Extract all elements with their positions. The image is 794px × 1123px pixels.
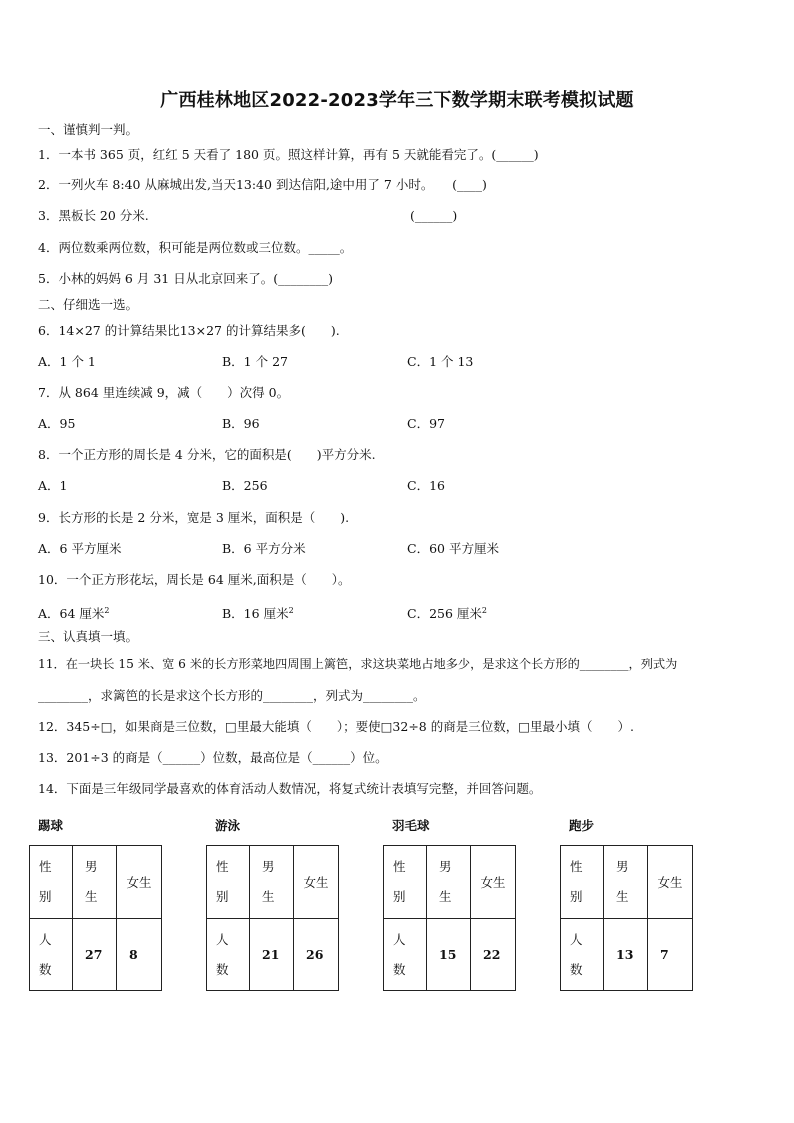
q6-option-b: B．1 个 27 [222,354,288,369]
q10-option-c: C．256 厘米$^2$ [407,606,487,621]
section-judge-heading: 一、谨慎判一判。 [38,122,139,137]
row-label-count: 人 数 [30,919,73,991]
header-boys: 男 生 [73,846,117,919]
question-9: 9．长方形的长是 2 分米，宽是 3 厘米，面积是（ ). [38,510,350,525]
q10-option-a: A．64 厘米$^2$ [38,606,110,621]
header-boys: 男 生 [427,846,471,919]
row-label-count: 人 数 [561,919,604,991]
question-7: 7．从 864 里连续减 9，减（ ）次得 0。 [38,385,290,400]
row-label-count: 人 数 [384,919,427,991]
table-caption-swimming: 游泳 [215,818,241,833]
q6-option-a: A．1 个 1 [38,354,96,369]
header-gender: 性 别 [30,846,73,919]
q7-option-c: C．97 [407,416,445,431]
table-caption-badminton: 羽毛球 [392,818,430,833]
question-4: 4．两位数乘两位数，积可能是两位数或三位数。_____。 [38,240,353,255]
question-8: 8．一个正方形的周长是 4 分米，它的面积是( )平方分米. [38,447,376,462]
cell-girls-count: 22 [471,919,516,991]
q7-option-a: A．95 [38,416,76,431]
header-gender: 性 别 [384,846,427,919]
header-gender: 性 别 [561,846,604,919]
table-caption-football: 踢球 [38,818,64,833]
question-14: 14．下面是三年级同学最喜欢的体育活动人数情况，将复式统计表填写完整，并回答问题。 [38,781,542,796]
header-boys: 男 生 [250,846,294,919]
question-6: 6．14×27 的计算结果比13×27 的计算结果多( ). [38,323,340,338]
q8-option-c: C．16 [407,478,445,493]
q7-option-b: B．96 [222,416,260,431]
header-girls: 女生 [294,846,339,919]
header-girls: 女生 [471,846,516,919]
stats-table-swimming [206,845,339,991]
question-3-blank: (______) [410,208,458,223]
question-11-line-2: ________，求篱笆的长是求这个长方形的________，列式为________。 [38,688,426,703]
question-2: 2．一列火车 8:40 从麻城出发,当天13:40 到达信阳,途中用了 7 小时。 (____) [38,177,487,192]
cell-boys-count: 15 [427,919,471,991]
stats-table-badminton [383,845,516,991]
question-12: 12．345÷□，如果商是三位数，□里最大能填（ ）；要使□32÷8 的商是三位数，□里最小填（ ）. [38,719,635,734]
stats-table-running [560,845,693,991]
stats-table-football [29,845,162,991]
question-3: 3．黑板长 20 分米. [38,208,149,223]
row-label-count: 人 数 [207,919,250,991]
header-boys: 男 生 [604,846,648,919]
page-title: 广西桂林地区2022-2023学年三下数学期末联考模拟试题 [160,90,634,111]
question-1: 1．一本书 365 页，红红 5 天看了 180 页。照这样计算，再有 5 天就能看完了。(______) [38,147,539,162]
section-fill-heading: 三、认真填一填。 [38,629,139,644]
cell-boys-count: 13 [604,919,648,991]
cell-girls-count: 8 [117,919,162,991]
header-girls: 女生 [117,846,162,919]
question-13: 13．201÷3 的商是（______）位数，最高位是（______）位。 [38,750,388,765]
q9-option-c: C．60 平方厘米 [407,541,499,556]
question-11-line-1: 11．在一块长 15 米、宽 6 米的长方形菜地四周围上篱笆，求这块菜地占地多少，是求这个长方形的________，列式为 [38,657,678,671]
question-10: 10．一个正方形花坛，周长是 64 厘米,面积是（ ）。 [38,572,351,587]
header-gender: 性 别 [207,846,250,919]
section-choice-heading: 二、仔细选一选。 [38,297,139,312]
q9-option-a: A．6 平方厘米 [38,541,122,556]
q9-option-b: B．6 平方分米 [222,541,306,556]
cell-girls-count: 26 [294,919,339,991]
cell-boys-count: 21 [250,919,294,991]
table-caption-running: 跑步 [569,818,595,833]
q10-option-b: B．16 厘米$^2$ [222,606,294,621]
cell-girls-count: 7 [648,919,693,991]
q8-option-a: A．1 [38,478,68,493]
header-girls: 女生 [648,846,693,919]
q8-option-b: B．256 [222,478,268,493]
question-5: 5．小林的妈妈 6 月 31 日从北京回来了。(________) [38,271,333,286]
q6-option-c: C．1 个 13 [407,354,474,369]
cell-boys-count: 27 [73,919,117,991]
